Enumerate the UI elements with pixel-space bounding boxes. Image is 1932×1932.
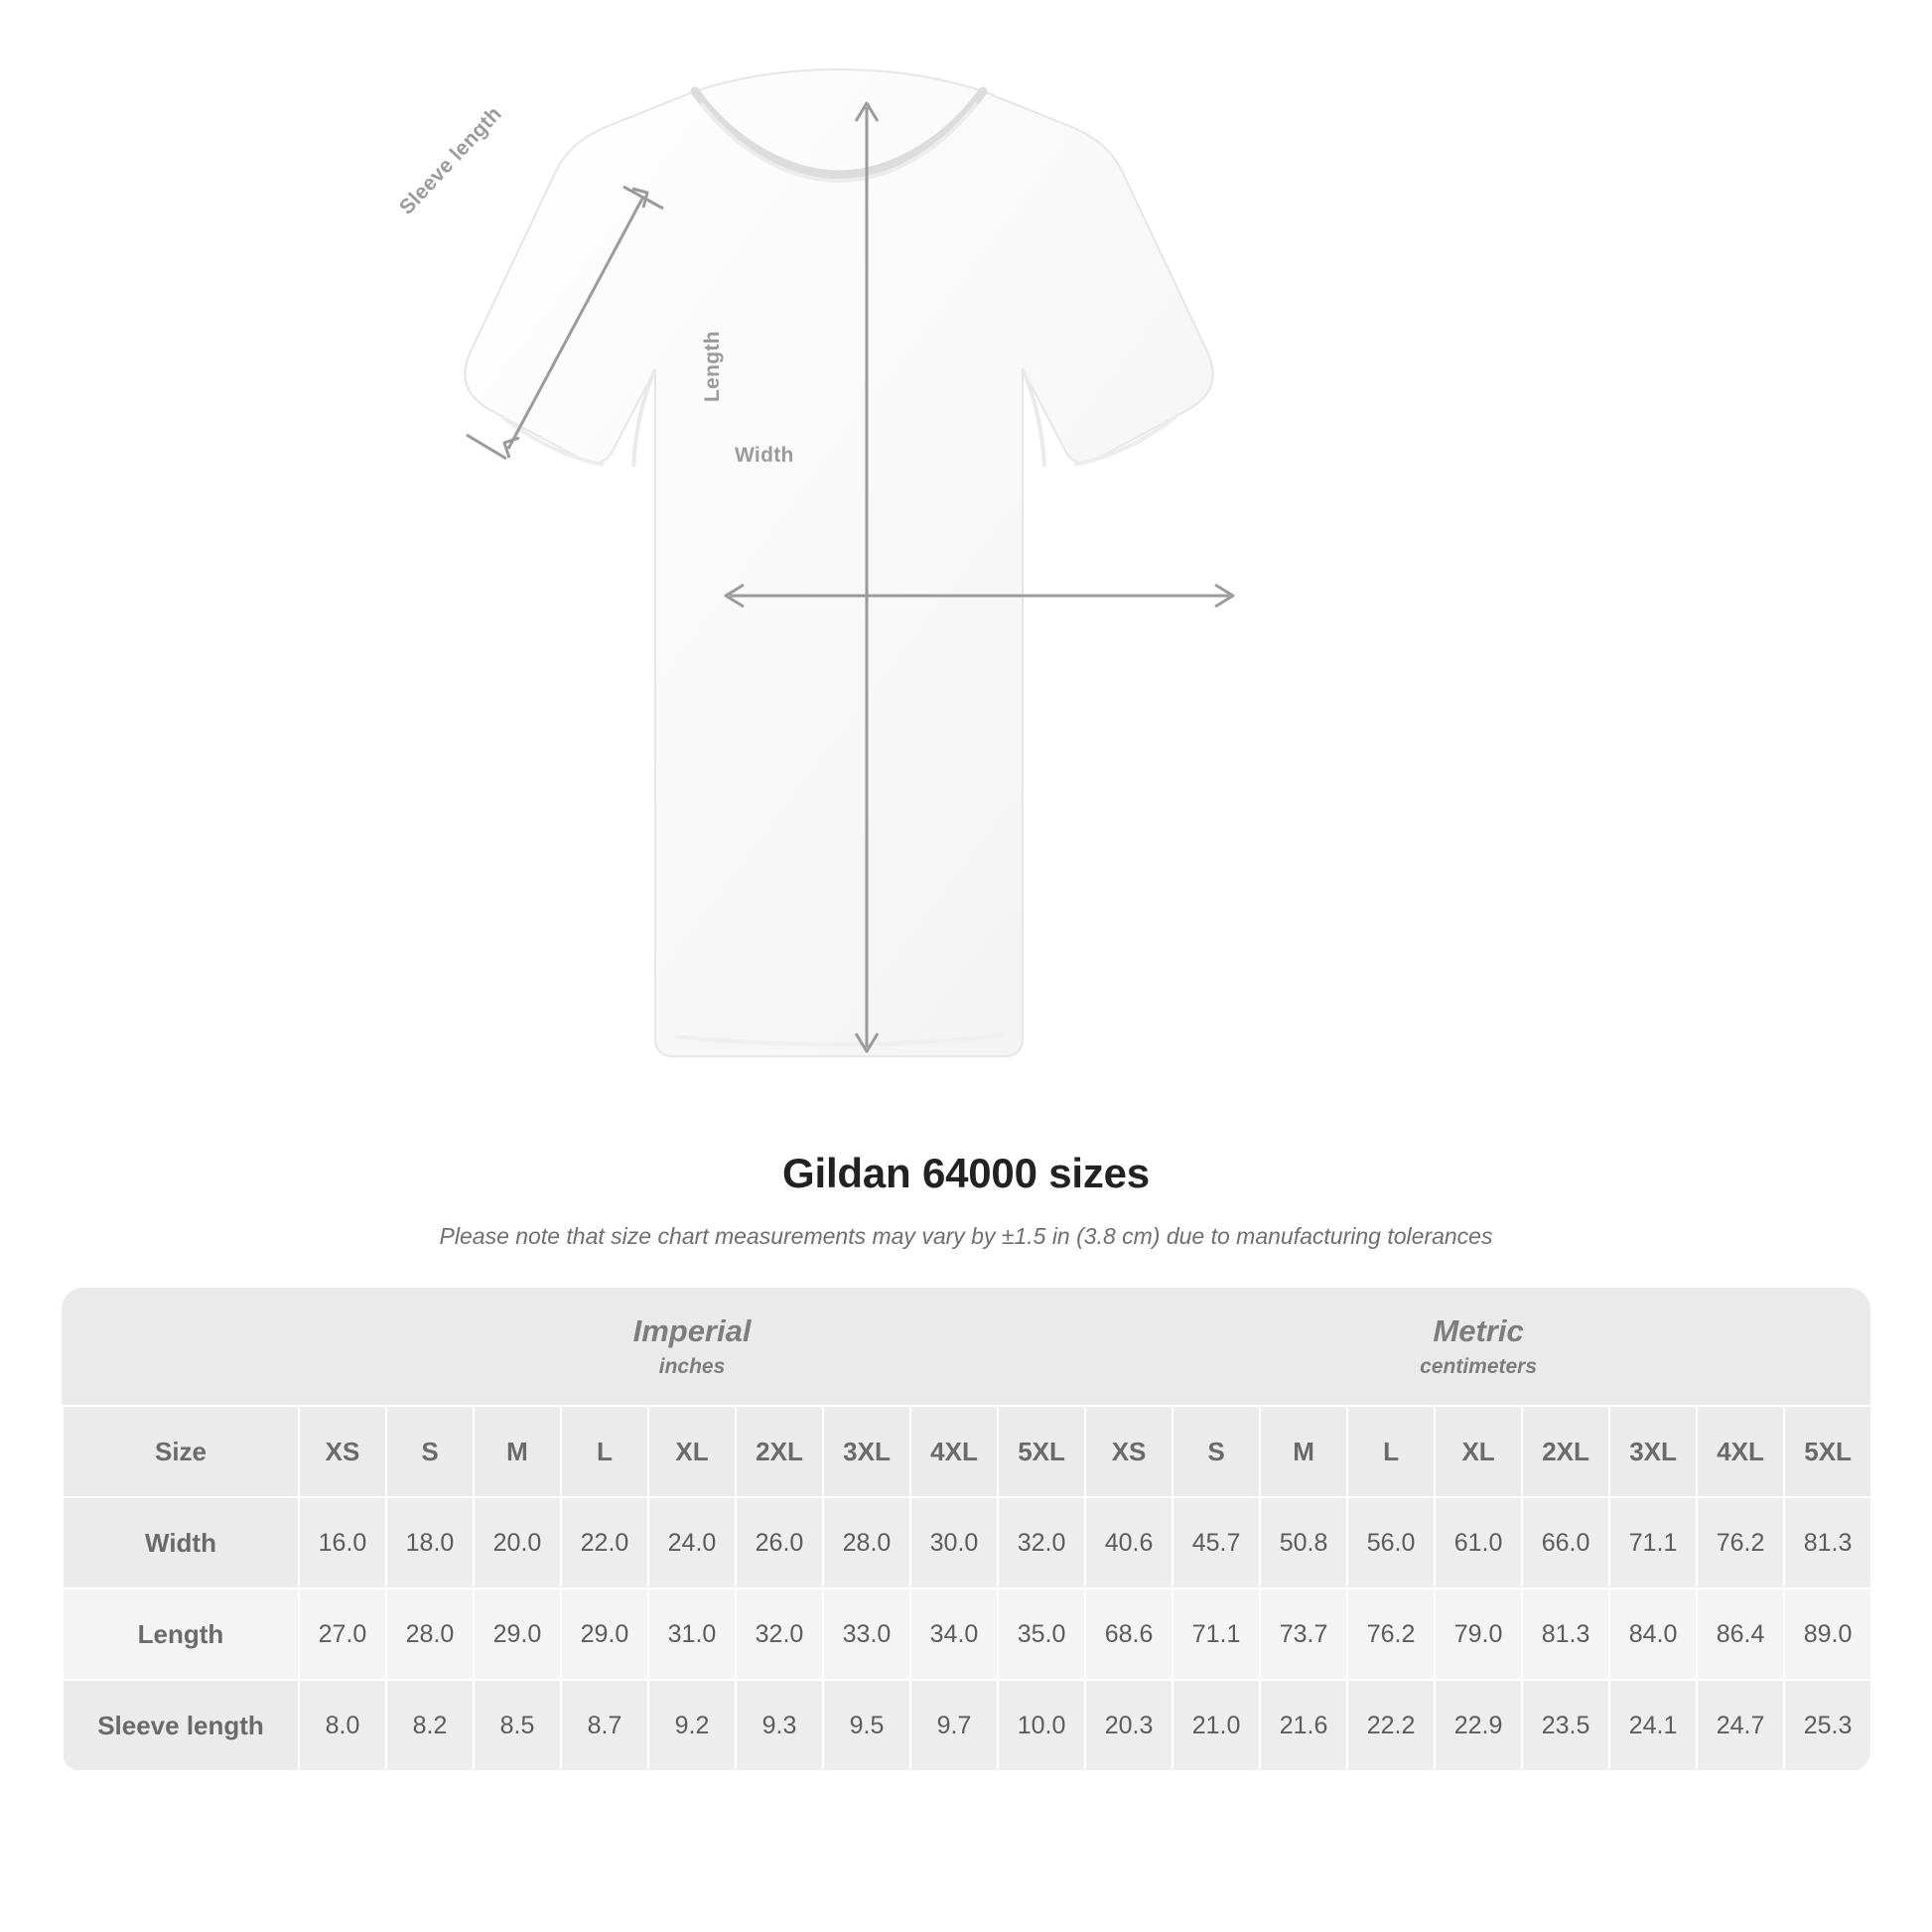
header-size-col: 5XL bbox=[998, 1406, 1085, 1497]
cell-length: 29.0 bbox=[474, 1588, 561, 1680]
cell-sleeve-length: 9.3 bbox=[736, 1680, 823, 1771]
cell-length: 33.0 bbox=[823, 1588, 910, 1680]
size-header-row bbox=[63, 1406, 1870, 1497]
unit-metric-sub: centimeters bbox=[1420, 1354, 1538, 1378]
row-label-sleeve-length: Sleeve length bbox=[63, 1680, 299, 1771]
table-row bbox=[63, 1497, 1870, 1588]
unit-spacer bbox=[63, 1288, 299, 1406]
cell-width: 61.0 bbox=[1435, 1497, 1522, 1588]
cell-sleeve-length: 8.2 bbox=[386, 1680, 474, 1771]
header-size-col: 4XL bbox=[910, 1406, 998, 1497]
cell-width: 28.0 bbox=[823, 1497, 910, 1588]
cell-sleeve-length: 20.3 bbox=[1085, 1680, 1173, 1771]
cell-width: 22.0 bbox=[561, 1497, 648, 1588]
cell-sleeve-length: 21.0 bbox=[1173, 1680, 1260, 1771]
cell-sleeve-length: 24.7 bbox=[1697, 1680, 1784, 1771]
row-label-width: Width bbox=[63, 1497, 299, 1588]
header-size-col: 4XL bbox=[1697, 1406, 1784, 1497]
cell-length: 81.3 bbox=[1522, 1588, 1609, 1680]
cell-length: 73.7 bbox=[1260, 1588, 1347, 1680]
cell-length: 35.0 bbox=[998, 1588, 1085, 1680]
cell-sleeve-length: 22.2 bbox=[1347, 1680, 1435, 1771]
cell-width: 32.0 bbox=[998, 1497, 1085, 1588]
cell-sleeve-length: 10.0 bbox=[998, 1680, 1085, 1771]
size-table-wrapper bbox=[62, 1288, 1870, 1772]
unit-metric-name: Metric bbox=[1433, 1313, 1524, 1349]
cell-width: 20.0 bbox=[474, 1497, 561, 1588]
cell-sleeve-length: 8.7 bbox=[561, 1680, 648, 1771]
header-size-col: L bbox=[561, 1406, 648, 1497]
cell-width: 66.0 bbox=[1522, 1497, 1609, 1588]
tolerance-note: Please note that size chart measurements may vary by ±1.5 in (3.8 cm) due to manufacturing tolerances bbox=[439, 1223, 1493, 1249]
cell-length: 27.0 bbox=[299, 1588, 386, 1680]
header-size-col: M bbox=[474, 1406, 561, 1497]
cell-length: 28.0 bbox=[386, 1588, 474, 1680]
cell-length: 31.0 bbox=[648, 1588, 736, 1680]
cell-sleeve-length: 21.6 bbox=[1260, 1680, 1347, 1771]
cell-width: 18.0 bbox=[386, 1497, 474, 1588]
cell-length: 68.6 bbox=[1085, 1588, 1173, 1680]
cell-width: 45.7 bbox=[1173, 1497, 1260, 1588]
unit-imperial-sub: inches bbox=[658, 1354, 726, 1378]
label-length: Length bbox=[701, 331, 724, 402]
page-title: Gildan 64000 sizes bbox=[782, 1150, 1150, 1196]
cell-width: 40.6 bbox=[1085, 1497, 1173, 1588]
cell-sleeve-length: 9.2 bbox=[648, 1680, 736, 1771]
header-size-col: XS bbox=[1085, 1406, 1173, 1497]
cell-sleeve-length: 25.3 bbox=[1784, 1680, 1870, 1771]
cell-sleeve-length: 22.9 bbox=[1435, 1680, 1522, 1771]
unit-imperial-name: Imperial bbox=[632, 1313, 752, 1349]
header-size-col: XL bbox=[648, 1406, 736, 1497]
cell-length: 86.4 bbox=[1697, 1588, 1784, 1680]
header-size-col: 3XL bbox=[823, 1406, 910, 1497]
cell-width: 81.3 bbox=[1784, 1497, 1870, 1588]
cell-width: 30.0 bbox=[910, 1497, 998, 1588]
cell-width: 56.0 bbox=[1347, 1497, 1435, 1588]
cell-sleeve-length: 23.5 bbox=[1522, 1680, 1609, 1771]
title-block bbox=[0, 1150, 1932, 1250]
cell-length: 34.0 bbox=[910, 1588, 998, 1680]
cell-length: 84.0 bbox=[1609, 1588, 1697, 1680]
table-row bbox=[63, 1680, 1870, 1771]
cell-length: 71.1 bbox=[1173, 1588, 1260, 1680]
cell-sleeve-length: 8.5 bbox=[474, 1680, 561, 1771]
cell-length: 32.0 bbox=[736, 1588, 823, 1680]
table-row bbox=[63, 1588, 1870, 1680]
cell-length: 79.0 bbox=[1435, 1588, 1522, 1680]
cell-width: 71.1 bbox=[1609, 1497, 1697, 1588]
header-size-col: XL bbox=[1435, 1406, 1522, 1497]
cell-width: 16.0 bbox=[299, 1497, 386, 1588]
cell-length: 29.0 bbox=[561, 1588, 648, 1680]
row-label-length: Length bbox=[63, 1588, 299, 1680]
header-size-col: 5XL bbox=[1784, 1406, 1870, 1497]
header-size-col: M bbox=[1260, 1406, 1347, 1497]
unit-group-imperial bbox=[299, 1288, 1085, 1406]
header-size-col: 2XL bbox=[1522, 1406, 1609, 1497]
cell-length: 89.0 bbox=[1784, 1588, 1870, 1680]
cell-sleeve-length: 24.1 bbox=[1609, 1680, 1697, 1771]
unit-group-metric bbox=[1085, 1288, 1870, 1406]
cell-sleeve-length: 8.0 bbox=[299, 1680, 386, 1771]
header-size-col: 2XL bbox=[736, 1406, 823, 1497]
header-size-col: XS bbox=[299, 1406, 386, 1497]
header-size-col: S bbox=[1173, 1406, 1260, 1497]
label-sleeve-length: Sleeve length bbox=[395, 102, 506, 219]
cell-sleeve-length: 9.5 bbox=[823, 1680, 910, 1771]
header-size: Size bbox=[63, 1406, 299, 1497]
label-width: Width bbox=[735, 444, 794, 467]
header-size-col: 3XL bbox=[1609, 1406, 1697, 1497]
cell-sleeve-length: 9.7 bbox=[910, 1680, 998, 1771]
cell-width: 76.2 bbox=[1697, 1497, 1784, 1588]
cell-width: 26.0 bbox=[736, 1497, 823, 1588]
cell-width: 50.8 bbox=[1260, 1497, 1347, 1588]
cell-width: 24.0 bbox=[648, 1497, 736, 1588]
header-size-col: L bbox=[1347, 1406, 1435, 1497]
unit-header-row bbox=[63, 1288, 1870, 1406]
cell-length: 76.2 bbox=[1347, 1588, 1435, 1680]
header-size-col: S bbox=[386, 1406, 474, 1497]
size-table bbox=[62, 1288, 1870, 1772]
